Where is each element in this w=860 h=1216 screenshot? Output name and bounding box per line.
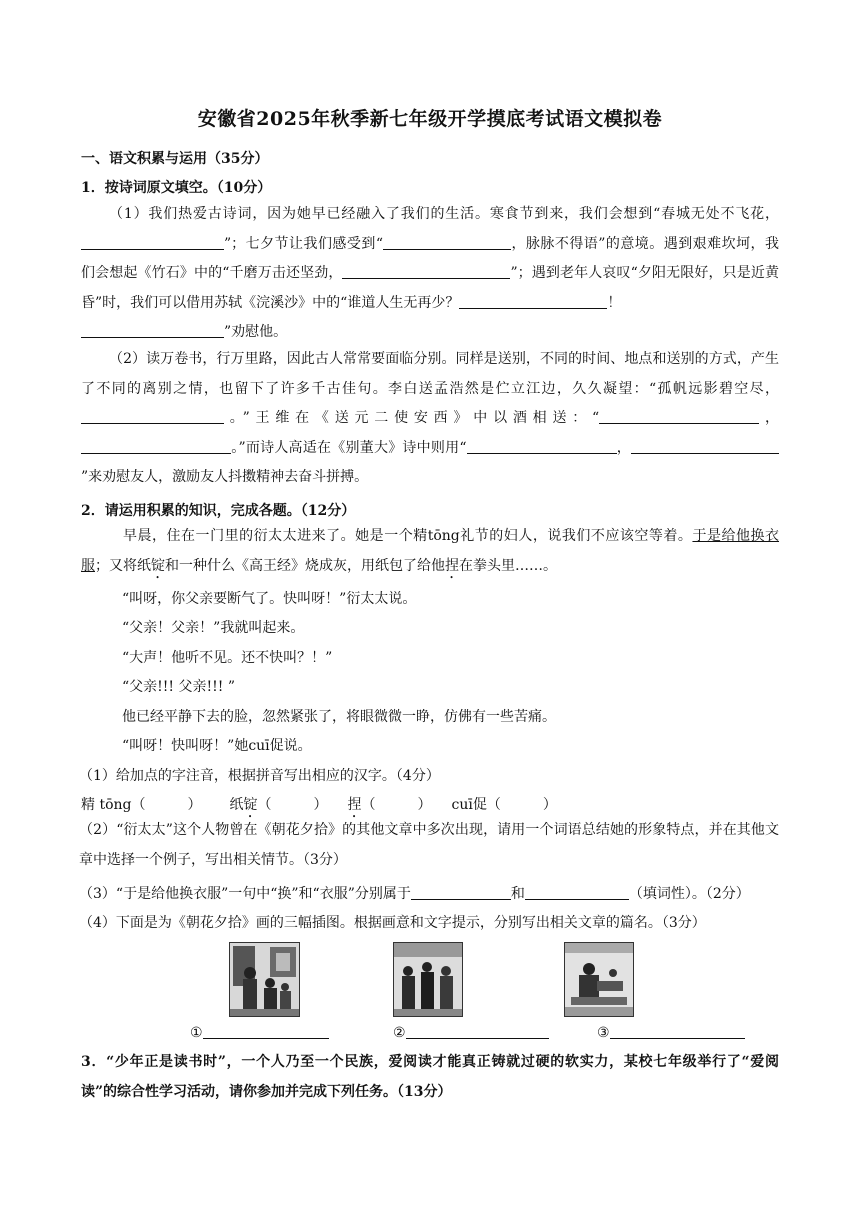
dialog-line: “父亲!!! 父亲!!! ” — [122, 679, 235, 695]
answer-blank[interactable] — [599, 409, 759, 424]
answer-blank[interactable] — [81, 439, 231, 454]
question-1-part-2: （2）读万卷书，行万里路，因此古人常常要面临分别。同样是送别，不同的时间、地点和送别的方式，产生了不同的离别之情，也留下了许多千古佳句。李白送孟浩然是伫立江边，久久凝望：“孤帆远影碧空尽，。”王维在《送元二使安西》中以酒相送：“ ，。”而诗人高适在《别董大》诗中则用“ ，”来劝慰友人，激励友人抖擞精神去奋斗拼搏。 — [81, 351, 779, 485]
illustration-1 — [229, 942, 300, 1017]
sub-question-2: （2）“衍太太”这个人物曾在《朝花夕拾》的其他文章中多次出现，请用一个词语总结她的形象特点，并在其他文章中选择一个例子，写出相关情节。（3分） — [79, 822, 779, 868]
dialog-line: “大声！他听不见。还不快叫？！” — [122, 650, 333, 666]
answer-blank[interactable] — [459, 294, 607, 309]
illustration-2 — [393, 942, 463, 1017]
answer-blank[interactable] — [631, 439, 779, 454]
caption-1: ① — [190, 1024, 329, 1041]
question-2-passage: 早晨，住在一门里的衍太太进来了。她是一个精tōng礼节的妇人，说我们不应该空等着。于是给他换衣服；又将纸锭和一种什么《高王经》烧成灰，用纸包了给他捏在拳头里……。 — [81, 528, 780, 574]
answer-blank[interactable] — [525, 885, 629, 900]
dialog-line: “父亲！父亲！”我就叫起来。 — [122, 620, 305, 636]
dialog-line: 他已经平静下去的脸，忽然紧张了，将眼微微一睁，仿佛有一些苦痛。 — [122, 709, 556, 725]
question-3-heading: 3．“少年正是读书时”，一个人乃至一个民族，爱阅读才能真正铸就过硬的软实力，某校七年级举行了“爱阅读”的综合性学习活动，请你参加并完成下列任务。（13分） — [81, 1054, 779, 1100]
caption-3: ③ — [597, 1024, 745, 1041]
sub-question-1: （1）给加点的字注音，根据拼音写出相应的汉字。（4分） — [79, 768, 440, 784]
caption-2: ② — [393, 1024, 549, 1041]
answer-blank[interactable] — [411, 885, 511, 900]
sub-question-3: （3）“于是给他换衣服”一句中“换”和“衣服”分别属于 和 （填词性）。（2分） — [79, 886, 750, 902]
answer-blank[interactable] — [81, 235, 224, 250]
answer-blank[interactable] — [203, 1024, 329, 1039]
answer-blank[interactable] — [81, 323, 224, 338]
question-1-heading: 1．按诗词原文填空。（10分） — [81, 180, 272, 196]
section-heading-1: 一、语文积累与运用（35分） — [81, 151, 269, 167]
page-title: 安徽省2025年秋季新七年级开学摸底考试语文模拟卷 — [197, 108, 663, 130]
illustration-3 — [564, 942, 634, 1017]
answer-blank[interactable] — [342, 264, 510, 279]
question-1-part-1: （1）我们热爱古诗词，因为她早已经融入了我们的生活。寒食节到来，我们会想到“春城无处不飞花，”；七夕节让我们感受到“ ，脉脉不得语”的意境。遇到艰难坎坷，我们会想起《竹石》中的“千磨万击还坚劲， ”；遇到老年人哀叹“夕阳无限好，只是近黄昏”时，我们可以借用苏轼《浣溪沙》中的“谁道人生无再少？ ！ ”劝慰他。 — [81, 206, 779, 340]
sub-question-4: （4）下面是为《朝花夕拾》画的三幅插图。根据画意和文字提示，分别写出相关文章的篇名。（3分） — [79, 915, 706, 931]
question-2-heading: 2．请运用积累的知识，完成各题。（12分） — [81, 503, 356, 519]
dialog-line: “叫呀，你父亲要断气了。快叫呀！”衍太太说。 — [122, 591, 417, 607]
answer-blank[interactable] — [81, 409, 224, 424]
answer-blank[interactable] — [406, 1024, 549, 1039]
dialog-line: “叫呀！快叫呀！”她cuī促说。 — [122, 738, 312, 754]
pinyin-items: 精 tōng（ ） 纸锭（ ） 捏（ ） cuī促（ ） — [81, 797, 557, 813]
answer-blank[interactable] — [383, 235, 511, 250]
answer-blank[interactable] — [467, 439, 617, 454]
answer-blank[interactable] — [610, 1024, 745, 1039]
